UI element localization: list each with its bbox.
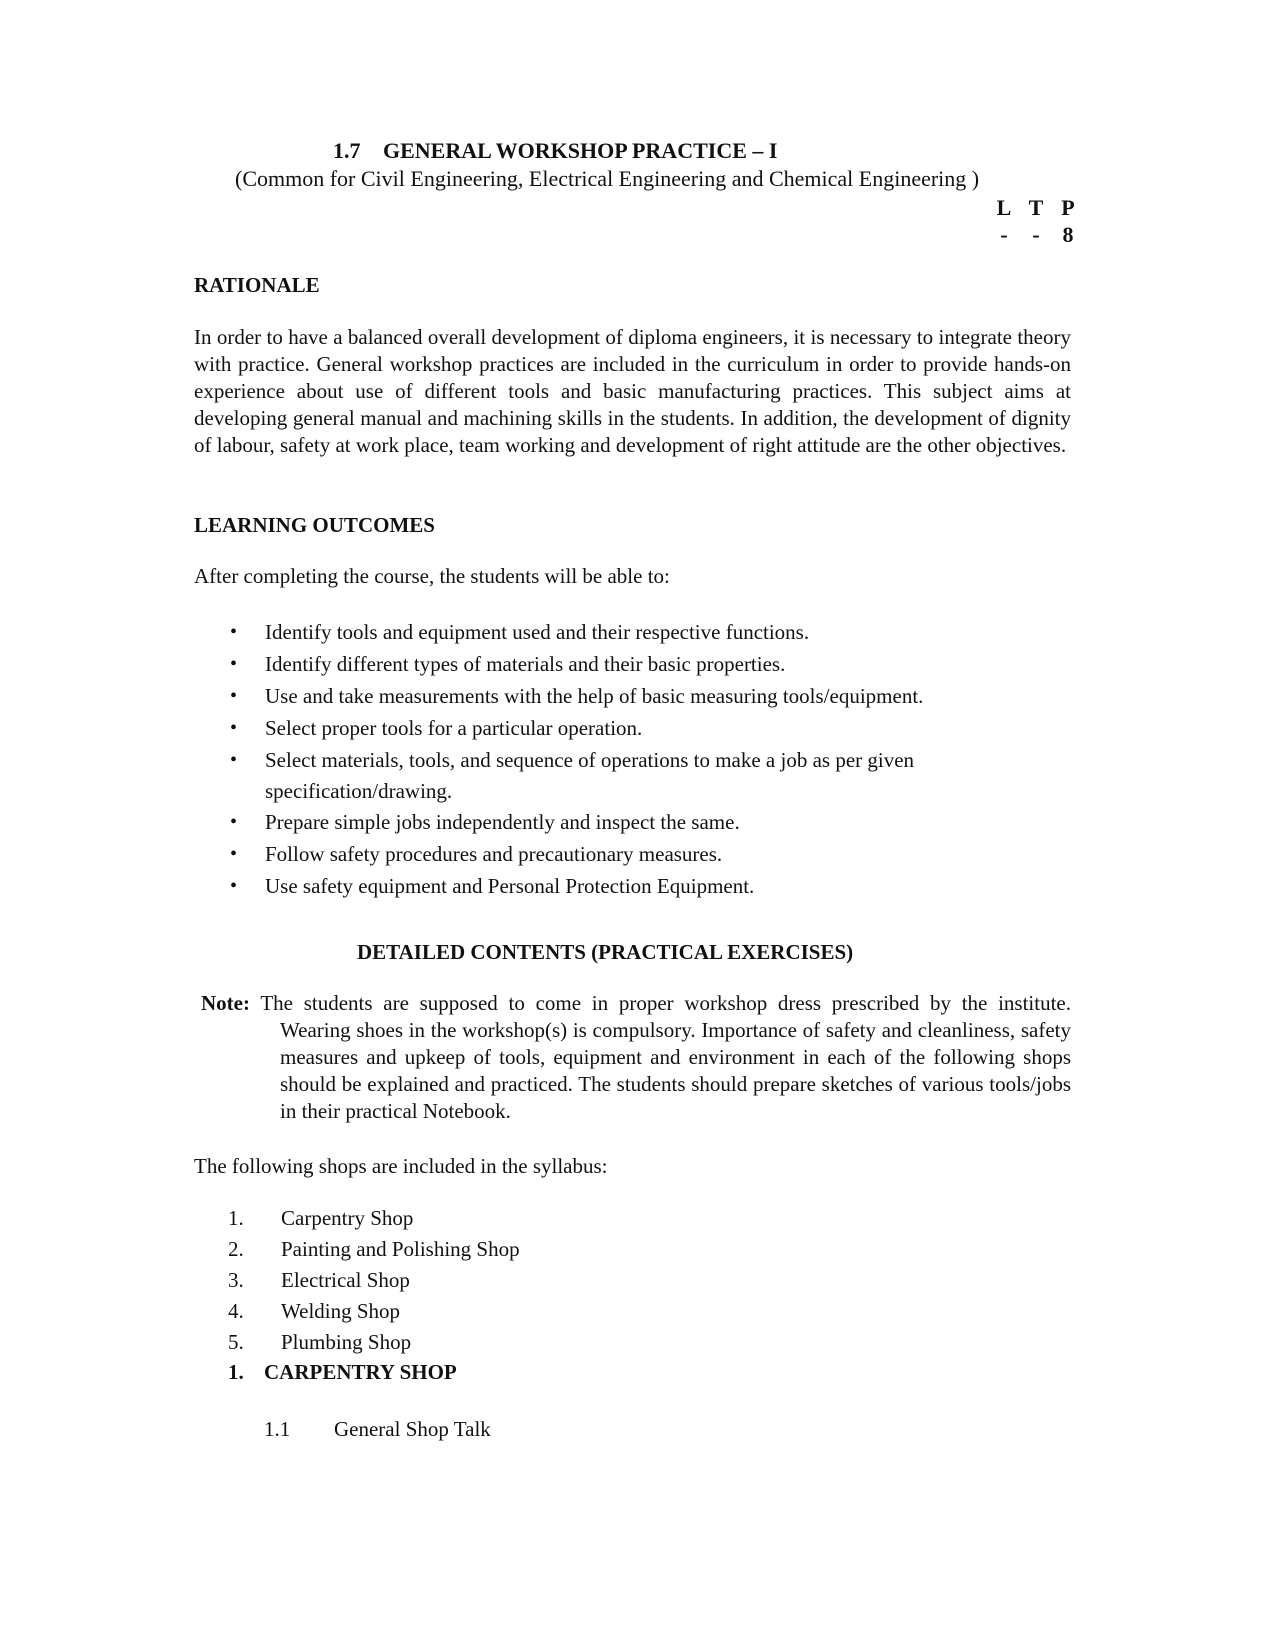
bullet-icon: • (230, 843, 238, 865)
list-item-number: 5. (228, 1330, 244, 1354)
list-item-continuation: specification/drawing. (265, 779, 453, 803)
note-first-line (201, 990, 1071, 1017)
subsection-number: 1.1 (264, 1417, 291, 1441)
note-first-line-text: The students are supposed to come in proper workshop dress prescribed by the institute. (260, 991, 1071, 1015)
list-item (228, 1265, 520, 1296)
list-item-text: Welding Shop (281, 1299, 401, 1323)
list-item (227, 649, 1057, 680)
list-item-text: Use safety equipment and Personal Protection Equipment. (265, 874, 755, 898)
list-item (228, 1327, 520, 1358)
section-heading-carpentry (228, 1359, 457, 1386)
subsection-general-shop-talk (264, 1416, 491, 1443)
detailed-contents-heading: DETAILED CONTENTS (PRACTICAL EXERCISES) (357, 940, 854, 964)
note-label: Note: (201, 991, 250, 1015)
list-item-text: Identify tools and equipment used and their respective functions. (265, 620, 810, 644)
list-item-number: 4. (228, 1299, 244, 1323)
list-item-text: Electrical Shop (281, 1268, 410, 1292)
list-item (227, 681, 1057, 712)
bullet-icon: • (230, 653, 238, 675)
course-title-text: GENERAL WORKSHOP PRACTICE – I (383, 138, 778, 163)
list-item-text: Use and take measurements with the help of basic measuring tools/equipment. (265, 684, 924, 708)
ltp-value-l: - (1000, 222, 1008, 247)
list-item-text: Select materials, tools, and sequence of operations to make a job as per given (265, 748, 915, 772)
list-item-text: Identify different types of materials and their basic properties. (265, 652, 786, 676)
list-item-text: Carpentry Shop (281, 1206, 414, 1230)
course-number: 1.7 (333, 138, 361, 163)
shops-intro: The following shops are included in the syllabus: (194, 1154, 608, 1178)
list-item-number: 3. (228, 1268, 244, 1292)
learning-outcomes-list (227, 617, 1057, 903)
ltp-value-t: - (1032, 222, 1040, 247)
ltp-table (988, 194, 1084, 248)
bullet-icon: • (230, 685, 238, 707)
list-item-text: Prepare simple jobs independently and inspect the same. (265, 810, 740, 834)
course-subtitle: (Common for Civil Engineering, Electrical Engineering and Chemical Engineering ) (235, 166, 980, 191)
list-item-number: 1. (228, 1206, 244, 1230)
list-item-text: Follow safety procedures and precautionary measures. (265, 842, 723, 866)
section-title: CARPENTRY SHOP (264, 1360, 457, 1384)
learning-outcomes-heading: LEARNING OUTCOMES (194, 513, 435, 537)
list-item-text: Painting and Polishing Shop (281, 1237, 520, 1261)
bullet-icon: • (230, 749, 238, 771)
list-item-text: Select proper tools for a particular operation. (265, 716, 643, 740)
subsection-title: General Shop Talk (334, 1417, 491, 1441)
learning-outcomes-intro: After completing the course, the students will be able to: (194, 564, 670, 588)
rationale-paragraph: In order to have a balanced overall development of diploma engineers, it is necessary to integrate theory with practice. General workshop practices are included in the curriculum in order to provide hands-on experience about use of different tools and basic manufacturing practices. This subject aims at developing general manual and machining skills in the students. In addition, the development of dignity of labour, safety at work place, team working and development of right attitude are the other objectives. (194, 325, 1071, 457)
list-item (228, 1203, 520, 1234)
list-item (227, 871, 1057, 902)
list-item (227, 745, 1057, 806)
shops-list (228, 1203, 520, 1358)
bullet-icon: • (230, 811, 238, 833)
list-item (228, 1234, 520, 1265)
bullet-icon: • (230, 621, 238, 643)
list-item (228, 1296, 520, 1327)
course-title (333, 137, 777, 164)
bullet-icon: • (230, 875, 238, 897)
list-item (227, 839, 1057, 870)
note-body: Wearing shoes in the workshop(s) is compulsory. Importance of safety and cleanliness, safety measures and upkeep of tools, equipment and environment in each of the following shops should be explained and practiced. The students should prepare sketches of various tools/jobs in their practical Notebook. (280, 1018, 1071, 1123)
ltp-header-l: L (996, 195, 1012, 220)
rationale-heading: RATIONALE (194, 273, 320, 297)
list-item (227, 807, 1057, 838)
ltp-header-row (988, 194, 1084, 221)
ltp-header-p: P (1061, 195, 1075, 220)
list-item (227, 713, 1057, 744)
ltp-value-p: 8 (1062, 222, 1074, 247)
section-number: 1. (228, 1360, 244, 1384)
list-item-text: Plumbing Shop (281, 1330, 412, 1354)
list-item (227, 617, 1057, 648)
note-block (201, 990, 1071, 1125)
list-item-number: 2. (228, 1237, 244, 1261)
ltp-value-row (988, 221, 1084, 248)
ltp-header-t: T (1028, 195, 1044, 220)
bullet-icon: • (230, 717, 238, 739)
